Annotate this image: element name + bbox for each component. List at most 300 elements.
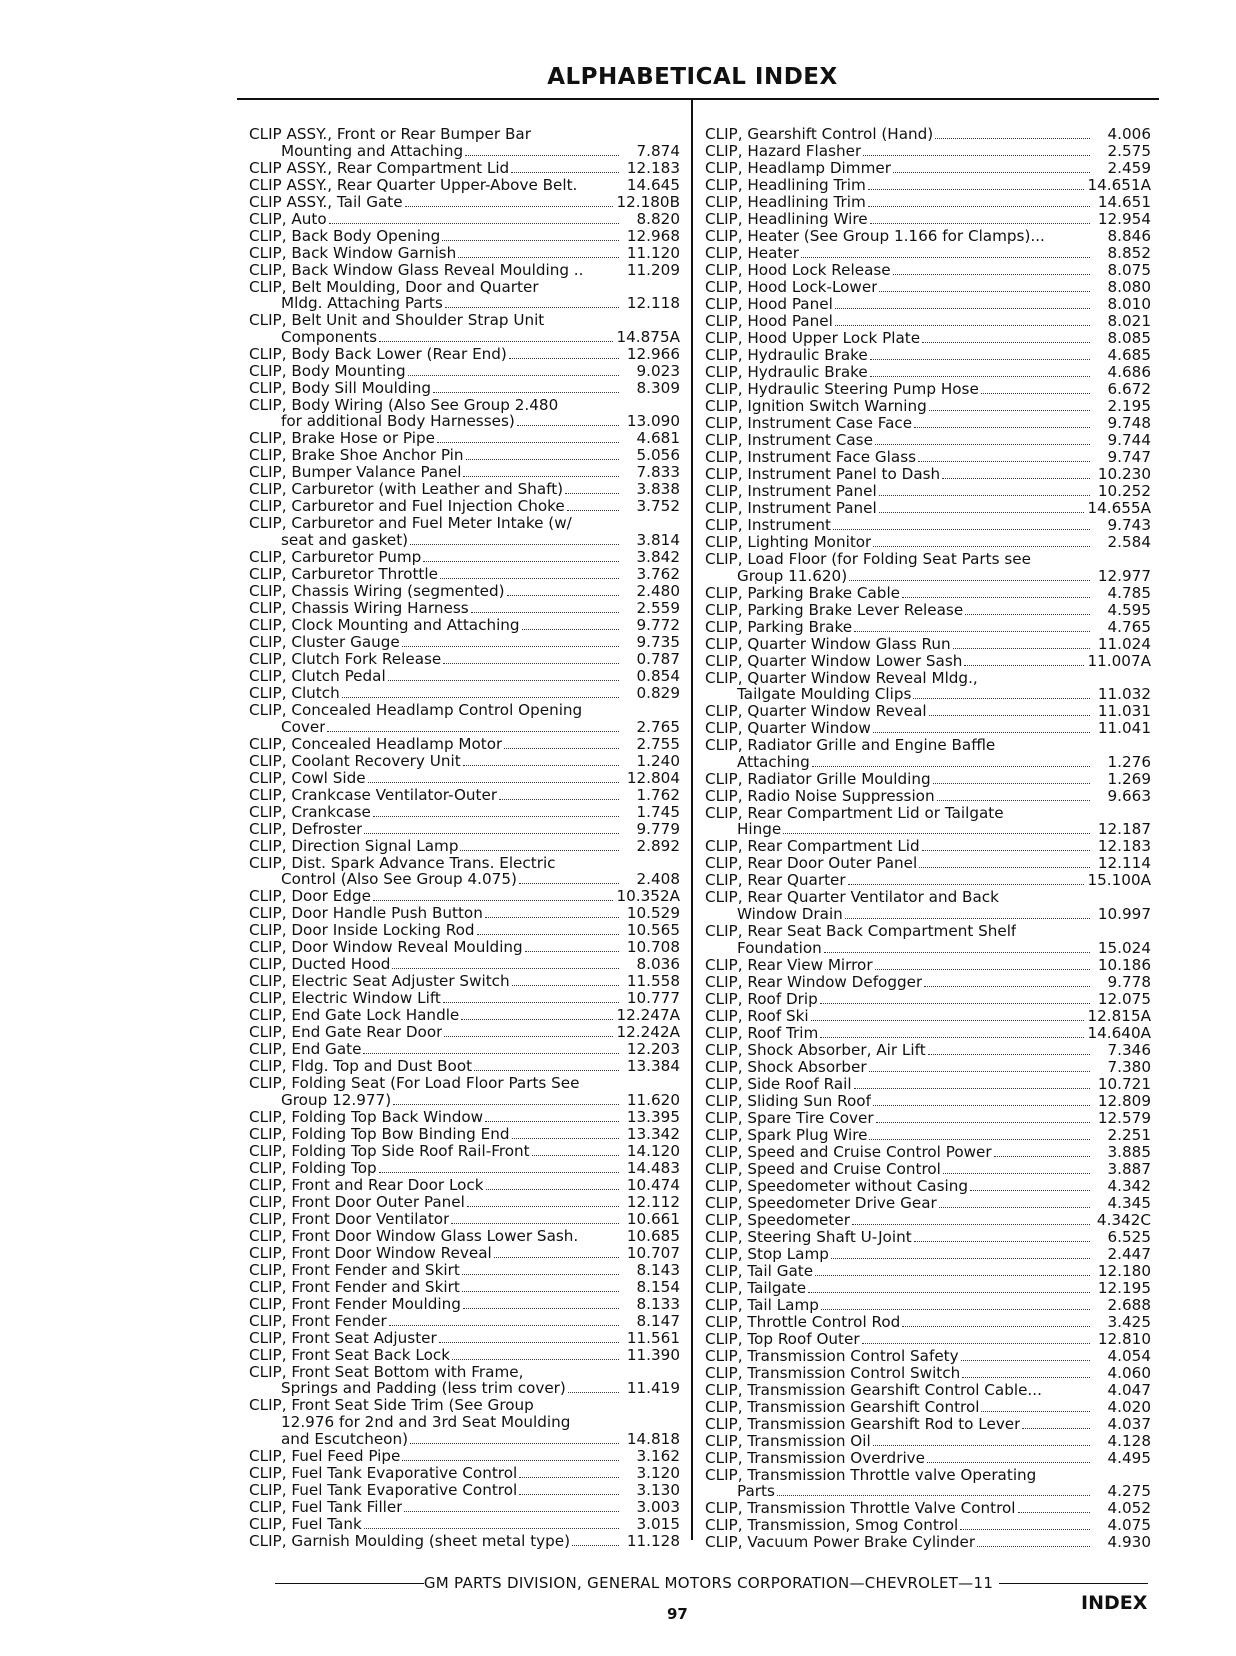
entry-description: CLIP, Instrument <box>705 517 831 534</box>
group-number: 4.275 <box>1107 1482 1151 1501</box>
group-number: 8.133 <box>636 1294 680 1313</box>
group-number: 3.885 <box>1107 1142 1151 1161</box>
group-number: 2.195 <box>1107 397 1151 415</box>
leader-dots <box>402 645 619 647</box>
group-number: 10.186 <box>1097 955 1151 974</box>
leader-dots <box>927 1461 1090 1463</box>
entry-description: CLIP, Lighting Monitor <box>705 534 872 551</box>
group-number: 8.075 <box>1107 261 1151 279</box>
entry-description: CLIP, Front Fender and Skirt <box>249 1278 460 1296</box>
index-entry <box>249 177 680 194</box>
leader-dots <box>939 1206 1090 1208</box>
leader-dots <box>363 1052 619 1054</box>
leader-dots <box>567 509 619 511</box>
index-entry <box>705 771 1151 788</box>
index-entry <box>249 194 680 211</box>
index-entry <box>705 1263 1151 1280</box>
index-entry <box>705 398 1151 415</box>
leader-dots <box>373 815 619 817</box>
leader-dots <box>869 1070 1090 1072</box>
index-entry <box>705 1314 1151 1331</box>
index-entry <box>705 872 1151 889</box>
index-entry <box>705 1280 1151 1297</box>
entry-description: CLIP, Tail Gate <box>705 1262 814 1280</box>
entry-description: CLIP, Instrument Panel <box>705 483 877 500</box>
group-number: 4.342 <box>1107 1176 1151 1195</box>
entry-description: CLIP, Instrument Face Glass <box>705 449 917 466</box>
leader-dots <box>914 1240 1090 1242</box>
index-entry <box>249 1211 680 1228</box>
leader-dots <box>873 1104 1090 1106</box>
leader-dots <box>849 579 1090 581</box>
group-number: 9.743 <box>1107 516 1151 534</box>
entry-description: 12.976 for 2nd and 3rd Seat Moulding <box>281 1413 571 1431</box>
index-entry <box>705 1144 1151 1161</box>
index-entry <box>705 1093 1151 1110</box>
leader-dots <box>460 849 619 851</box>
entry-description: Group 12.977) <box>281 1091 392 1109</box>
index-entry <box>705 703 1151 720</box>
entry-description: CLIP, Folding Top <box>249 1159 377 1177</box>
group-number: 9.735 <box>636 632 680 651</box>
index-entry <box>249 1499 680 1516</box>
entry-description: CLIP, Hydraulic Steering Pump Hose <box>705 381 979 398</box>
group-number: 12.804 <box>626 768 680 787</box>
index-entry <box>705 1008 1151 1025</box>
leader-dots <box>462 1273 619 1275</box>
group-number: 8.085 <box>1107 329 1151 347</box>
leader-dots <box>977 1545 1090 1547</box>
group-number: 4.495 <box>1107 1448 1151 1467</box>
entry-description: CLIP, Carburetor and Fuel Meter Intake (w/ <box>249 515 572 532</box>
group-number: 12.180B <box>616 192 680 211</box>
footer-rule-right <box>999 1583 1148 1584</box>
leader-dots <box>410 543 619 545</box>
leader-dots <box>392 967 619 969</box>
entry-description: CLIP, Rear View Mirror <box>705 956 873 974</box>
index-entry <box>705 381 1151 398</box>
entry-description: CLIP, Speedometer without Casing <box>705 1177 969 1195</box>
group-number: 2.559 <box>636 598 680 617</box>
index-entry <box>705 1467 1151 1484</box>
group-number: 12.183 <box>1097 837 1151 856</box>
index-entry <box>705 1534 1151 1551</box>
group-number: 11.209 <box>626 260 680 279</box>
leader-dots <box>929 714 1090 716</box>
entry-description: CLIP, Chassis Wiring Harness <box>249 599 469 617</box>
group-number: 8.147 <box>636 1311 680 1330</box>
index-entry <box>249 312 680 329</box>
index-entry <box>249 549 680 566</box>
entry-description: CLIP, Door Edge <box>249 888 371 905</box>
leader-dots <box>835 307 1090 309</box>
leader-dots <box>879 290 1090 292</box>
group-number: 0.854 <box>636 666 680 685</box>
leader-dots <box>831 1257 1090 1259</box>
leader-dots <box>373 899 614 901</box>
group-number: 12.247A <box>616 1006 680 1025</box>
entry-description: CLIP, Garnish Moulding (sheet metal type) <box>249 1532 571 1550</box>
index-entry <box>705 602 1151 619</box>
column-divider <box>691 100 693 1540</box>
leader-dots <box>404 1510 619 1512</box>
group-number: 12.180 <box>1097 1261 1151 1280</box>
entry-description: CLIP, Electric Window Lift <box>249 990 441 1007</box>
entry-description: CLIP, Roof Drip <box>705 990 818 1008</box>
entry-description: CLIP, Front Fender and Skirt <box>249 1261 460 1279</box>
index-entry <box>249 413 680 430</box>
leader-dots <box>812 765 1090 767</box>
entry-description: CLIP, Belt Unit and Shoulder Strap Unit <box>249 312 545 329</box>
leader-dots <box>875 968 1090 970</box>
entry-description: CLIP, Headlamp Dimmer <box>705 160 891 177</box>
entry-description: CLIP, Speedometer Drive Gear <box>705 1194 937 1212</box>
group-number: 1.745 <box>636 802 680 821</box>
entry-description: Springs and Padding (less trim cover) <box>281 1380 566 1397</box>
index-entry <box>705 619 1151 636</box>
group-number: 10.252 <box>1097 482 1151 500</box>
index-entry <box>249 1160 680 1177</box>
entry-description: CLIP, Rear Compartment Lid or Tailgate <box>705 804 1004 822</box>
entry-description: CLIP, Shock Absorber <box>705 1058 867 1076</box>
leader-dots <box>965 613 1090 615</box>
entry-description: CLIP, Crankcase Ventilator-Outer <box>249 786 498 804</box>
group-number: 12.966 <box>626 344 680 363</box>
group-number: 3.162 <box>636 1446 680 1465</box>
entry-description: CLIP, Brake Shoe Anchor Pin <box>249 447 464 464</box>
index-entry <box>249 1397 680 1414</box>
index-column-left <box>249 126 680 1550</box>
entry-description: CLIP, Hood Lock Release <box>705 262 891 279</box>
entry-description: CLIP, Fuel Tank Evaporative Control <box>249 1464 518 1482</box>
entry-description: CLIP, Front Seat Side Trim (See Group <box>249 1397 534 1414</box>
group-number: 14.875A <box>616 327 680 346</box>
entry-description: Components <box>281 328 378 346</box>
index-entry <box>249 1380 680 1397</box>
entry-description: Group 11.620) <box>737 567 848 585</box>
leader-dots <box>364 832 619 834</box>
entry-description: CLIP, Front Door Window Glass Lower Sash. <box>249 1227 579 1245</box>
group-number: 13.342 <box>626 1124 680 1143</box>
group-number: 10.230 <box>1097 465 1151 483</box>
entry-description: CLIP, Steering Shaft U-Joint <box>705 1228 912 1246</box>
title-rule <box>237 98 1159 100</box>
group-number: 2.765 <box>636 717 680 736</box>
footer-text: GM PARTS DIVISION, GENERAL MOTORS CORPORATION—CHEVROLET—11 <box>423 1574 994 1592</box>
group-number: 8.846 <box>1107 227 1151 245</box>
entry-description: CLIP, Clutch Pedal <box>249 667 386 685</box>
leader-dots <box>509 357 619 359</box>
index-entry <box>705 737 1151 754</box>
entry-description: CLIP, Rear Window Defogger <box>705 973 923 991</box>
entry-description: CLIP, Spare Tire Cover <box>705 1109 874 1127</box>
index-entry <box>249 464 680 481</box>
entry-description: CLIP, Door Handle Push Button <box>249 905 483 922</box>
entry-description: CLIP, Sliding Sun Roof <box>705 1092 871 1110</box>
leader-dots <box>876 1121 1090 1123</box>
index-entry <box>705 517 1151 534</box>
entry-description: CLIP, Heater (See Group 1.166 for Clamps)... <box>705 228 1045 245</box>
entry-description: CLIP, Folding Top Side Roof Rail-Front <box>249 1142 530 1160</box>
entry-description: CLIP, Headlining Wire <box>705 211 868 228</box>
group-number: 3.838 <box>636 480 680 499</box>
leader-dots <box>873 731 1090 733</box>
index-entry <box>705 585 1151 602</box>
group-number: 4.128 <box>1107 1431 1151 1450</box>
index-entry <box>705 720 1151 737</box>
leader-dots <box>512 984 619 986</box>
entry-description: CLIP, Belt Moulding, Door and Quarter <box>249 278 539 296</box>
leader-dots <box>402 1459 619 1461</box>
group-number: 3.003 <box>636 1497 680 1516</box>
entry-description: CLIP, Back Window Garnish <box>249 244 457 262</box>
group-number: 8.036 <box>636 955 680 974</box>
entry-description: CLIP, Side Roof Rail <box>705 1075 852 1093</box>
index-entry <box>705 177 1151 194</box>
leader-dots <box>922 341 1090 343</box>
index-entry <box>249 855 680 872</box>
index-entry <box>705 126 1151 143</box>
entry-description: CLIP, Quarter Window Reveal Mldg., <box>705 669 978 687</box>
group-number: 12.242A <box>616 1023 680 1042</box>
leader-dots <box>808 1291 1090 1293</box>
leader-dots <box>580 1240 619 1241</box>
group-number: 11.041 <box>1097 719 1151 738</box>
leader-dots <box>935 137 1090 139</box>
group-number: 3.842 <box>636 547 680 566</box>
group-number: 12.810 <box>1097 1329 1151 1348</box>
entry-description: CLIP, Rear Quarter <box>705 872 846 889</box>
leader-dots <box>820 1002 1090 1004</box>
index-entry <box>705 245 1151 262</box>
entry-description: CLIP, Radiator Grille and Engine Baffle <box>705 737 996 754</box>
leader-dots <box>918 460 1090 462</box>
entry-description: CLIP, Defroster <box>249 820 363 838</box>
group-number: 12.815A <box>1087 1006 1151 1025</box>
group-number: 4.681 <box>636 429 680 448</box>
leader-dots <box>423 560 619 562</box>
leader-dots <box>852 1223 1090 1225</box>
leader-dots <box>327 730 619 732</box>
entry-description: CLIP, End Gate <box>249 1041 362 1058</box>
entry-description: CLIP, Parking Brake Lever Release <box>705 601 964 619</box>
index-entry <box>705 432 1151 449</box>
leader-dots <box>835 324 1090 326</box>
leader-dots <box>933 782 1090 784</box>
entry-description: CLIP, Tailgate <box>705 1279 807 1297</box>
leader-dots <box>572 1544 619 1546</box>
entry-description: CLIP, Quarter Window Reveal <box>705 703 927 720</box>
entry-description: CLIP, Electric Seat Adjuster Switch <box>249 973 510 990</box>
index-entry <box>705 1110 1151 1127</box>
index-entry <box>705 449 1151 466</box>
group-number: 12.977 <box>1097 566 1151 585</box>
entry-description: CLIP, Transmission Throttle Valve Control <box>705 1500 1016 1517</box>
leader-dots <box>1047 240 1090 241</box>
leader-dots <box>568 1391 619 1393</box>
entry-description: CLIP, Body Mounting <box>249 362 406 380</box>
entry-description: CLIP, Throttle Control Rod <box>705 1313 901 1331</box>
group-number: 4.785 <box>1107 583 1151 602</box>
leader-dots <box>902 596 1090 598</box>
leader-dots <box>919 866 1090 868</box>
index-entry <box>249 702 680 719</box>
entry-description: CLIP ASSY., Rear Compartment Lid <box>249 159 510 177</box>
leader-dots <box>485 1120 619 1122</box>
index-entry <box>705 1246 1151 1263</box>
group-number: 4.685 <box>1107 346 1151 364</box>
leader-dots <box>981 392 1090 394</box>
group-number: 7.346 <box>1107 1040 1151 1059</box>
entry-description: CLIP, Headlining Trim <box>705 194 866 211</box>
group-number: 10.721 <box>1097 1074 1151 1093</box>
leader-dots <box>924 985 1090 987</box>
leader-dots <box>922 849 1090 851</box>
group-number: 14.818 <box>626 1429 680 1448</box>
leader-dots <box>443 1001 619 1003</box>
leader-dots <box>943 1172 1090 1174</box>
group-number: 4.054 <box>1107 1346 1151 1365</box>
index-entry <box>249 363 680 380</box>
group-number: 13.395 <box>626 1107 680 1126</box>
entry-description: CLIP, Instrument Case Face <box>705 415 913 432</box>
group-number: 3.120 <box>636 1463 680 1482</box>
leader-dots <box>953 647 1090 649</box>
group-number: 12.579 <box>1097 1108 1151 1127</box>
group-number: 7.833 <box>636 463 680 482</box>
leader-dots <box>815 1274 1090 1276</box>
group-number: 6.672 <box>1107 380 1151 398</box>
entry-description: CLIP, Brake Hose or Pipe <box>249 430 435 447</box>
leader-dots <box>485 916 619 918</box>
group-number: 4.075 <box>1107 1516 1151 1535</box>
entry-description: CLIP, Concealed Headlamp Motor <box>249 735 503 753</box>
index-entry <box>249 753 680 770</box>
index-entry <box>249 262 680 279</box>
footer-rule-left <box>275 1583 424 1584</box>
entry-description: CLIP, Hydraulic Brake <box>705 364 868 381</box>
leader-dots <box>494 1256 619 1258</box>
group-number: 12.203 <box>626 1040 680 1059</box>
entry-description: Parts <box>737 1483 775 1500</box>
group-number: 8.309 <box>636 378 680 397</box>
group-number: 14.120 <box>626 1141 680 1160</box>
index-entry <box>705 1042 1151 1059</box>
leader-dots <box>914 426 1090 428</box>
leader-dots <box>579 189 619 190</box>
page-title: ALPHABETICAL INDEX <box>547 64 838 90</box>
entry-description: CLIP, Fuel Tank Filler <box>249 1498 403 1516</box>
index-entry <box>705 1229 1151 1246</box>
entry-description: CLIP, Back Window Glass Reveal Moulding .. <box>249 261 584 279</box>
entry-description: and Escutcheon) <box>281 1430 409 1448</box>
leader-dots <box>820 1036 1084 1038</box>
group-number: 3.130 <box>636 1480 680 1499</box>
entry-description: CLIP, Stop Lamp <box>705 1245 829 1263</box>
group-number: 14.651 <box>1097 193 1151 211</box>
leader-dots <box>868 205 1090 207</box>
leader-dots <box>462 1290 619 1292</box>
leader-dots <box>467 1205 619 1207</box>
index-entry <box>249 617 680 634</box>
index-entry <box>249 245 680 262</box>
group-number: 9.744 <box>1107 431 1151 449</box>
entry-description: Control (Also See Group 4.075) <box>281 871 517 888</box>
leader-dots <box>870 222 1090 224</box>
group-number: 8.010 <box>1107 295 1151 313</box>
leader-dots <box>471 611 619 613</box>
leader-dots <box>960 1528 1090 1530</box>
leader-dots <box>854 630 1090 632</box>
leader-dots <box>824 951 1090 953</box>
group-number: 11.120 <box>626 243 680 262</box>
entry-description: CLIP, Transmission Oil <box>705 1432 871 1450</box>
index-entry <box>705 1195 1151 1212</box>
group-number: 0.829 <box>636 683 680 702</box>
entry-description: CLIP, Fuel Tank Evaporative Control <box>249 1481 518 1499</box>
index-entry <box>705 788 1151 805</box>
group-number: 3.887 <box>1107 1159 1151 1178</box>
entry-description: CLIP, Transmission Gearshift Rod to Lever <box>705 1415 1021 1433</box>
group-number: 2.459 <box>1107 159 1151 177</box>
entry-description: CLIP, Vacuum Power Brake Cylinder <box>705 1534 976 1551</box>
group-number: 14.483 <box>626 1158 680 1177</box>
entry-description: CLIP, Front Fender Moulding <box>249 1295 461 1313</box>
entry-description: Mldg. Attaching Parts <box>281 295 443 312</box>
entry-description: CLIP, Rear Quarter Ventilator and Back <box>705 889 999 906</box>
index-entry <box>249 1347 680 1364</box>
leader-dots <box>452 1358 619 1360</box>
index-entry <box>705 483 1151 500</box>
group-number: 2.408 <box>636 870 680 889</box>
leader-dots <box>873 545 1090 547</box>
leader-dots <box>863 154 1090 156</box>
group-number: 12.954 <box>1097 210 1151 228</box>
group-number: 3.762 <box>636 564 680 583</box>
group-number: 10.565 <box>626 921 680 940</box>
index-entry <box>705 279 1151 296</box>
entry-description: CLIP, Front Door Window Reveal <box>249 1244 492 1262</box>
index-entry <box>705 330 1151 347</box>
leader-dots <box>862 1342 1090 1344</box>
entry-description: CLIP, Front Door Outer Panel <box>249 1193 465 1211</box>
leader-dots <box>439 1341 619 1343</box>
leader-dots <box>942 477 1090 479</box>
index-entry <box>249 1414 680 1431</box>
leader-dots <box>565 492 619 494</box>
entry-description: Window Drain <box>737 905 843 923</box>
entry-description: CLIP, Radiator Grille Moulding <box>705 770 931 788</box>
index-entry <box>705 1127 1151 1144</box>
leader-dots <box>875 443 1090 445</box>
index-entry <box>249 515 680 532</box>
leader-dots <box>928 1053 1090 1055</box>
index-entry <box>705 821 1151 838</box>
index-entry <box>249 600 680 617</box>
leader-dots <box>466 458 619 460</box>
index-entry <box>705 957 1151 974</box>
entry-description: CLIP, Quarter Window <box>705 720 871 737</box>
index-entry <box>249 346 680 363</box>
index-entry <box>705 296 1151 313</box>
entry-description: CLIP, Transmission Throttle valve Operating <box>705 1466 1037 1484</box>
entry-description: CLIP, Front Seat Bottom with Frame, <box>249 1363 524 1381</box>
leader-dots <box>801 256 1090 258</box>
index-entry <box>249 1533 680 1550</box>
leader-dots <box>463 764 619 766</box>
leader-dots <box>465 154 619 156</box>
entry-description: Attaching <box>737 753 810 771</box>
